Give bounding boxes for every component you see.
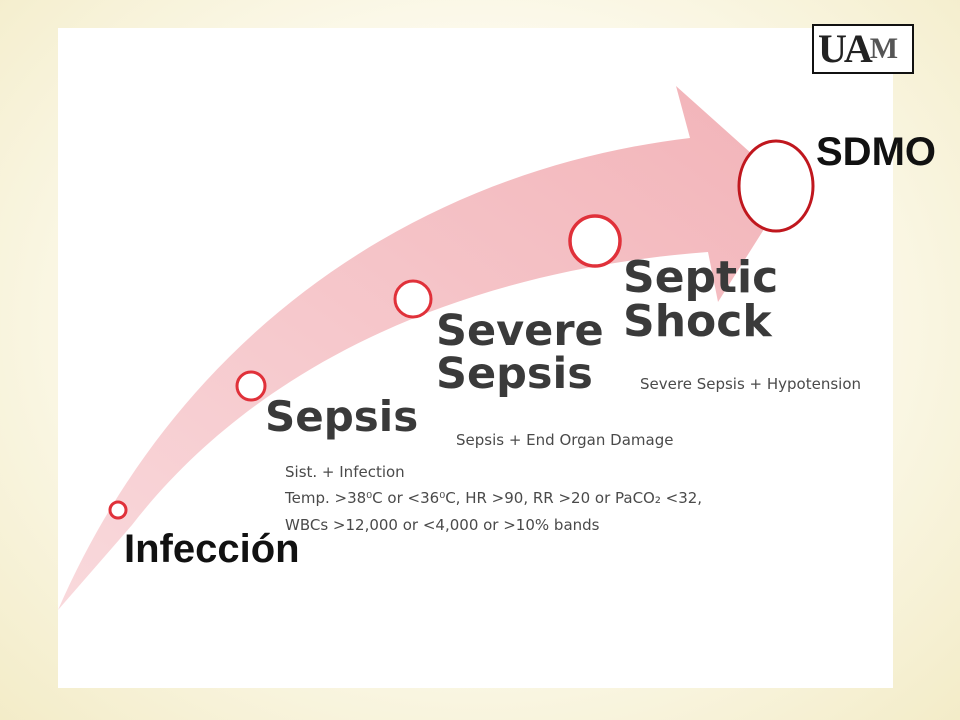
node-sepsis	[237, 372, 265, 400]
sdmo-label: SDMO	[816, 130, 936, 174]
infeccion-label: Infección	[124, 527, 300, 571]
node-septic-shock	[570, 216, 620, 266]
septic-shock-label: Septic Shock	[623, 252, 779, 347]
sepsis-description-line-1: Sist. + Infection	[285, 463, 405, 481]
septic-shock-description: Severe Sepsis + Hypotension	[640, 375, 862, 393]
uam-logo: $UA^M$	[812, 24, 914, 74]
node-sdmo	[739, 141, 813, 231]
sepsis-description-line-3: WBCs >12,000 or <4,000 or >10% bands	[285, 516, 600, 534]
severe-sepsis-description: Sepsis + End Organ Damage	[456, 431, 674, 449]
severe-sepsis-label: Severe Sepsis	[436, 306, 604, 399]
node-severe-sepsis	[395, 281, 431, 317]
node-infeccion	[110, 502, 126, 518]
sepsis-description-line-2: Temp. >38⁰C or <36⁰C, HR >90, RR >20 or PaCO₂ <32,	[285, 489, 703, 507]
sepsis-label: Sepsis	[265, 392, 419, 441]
